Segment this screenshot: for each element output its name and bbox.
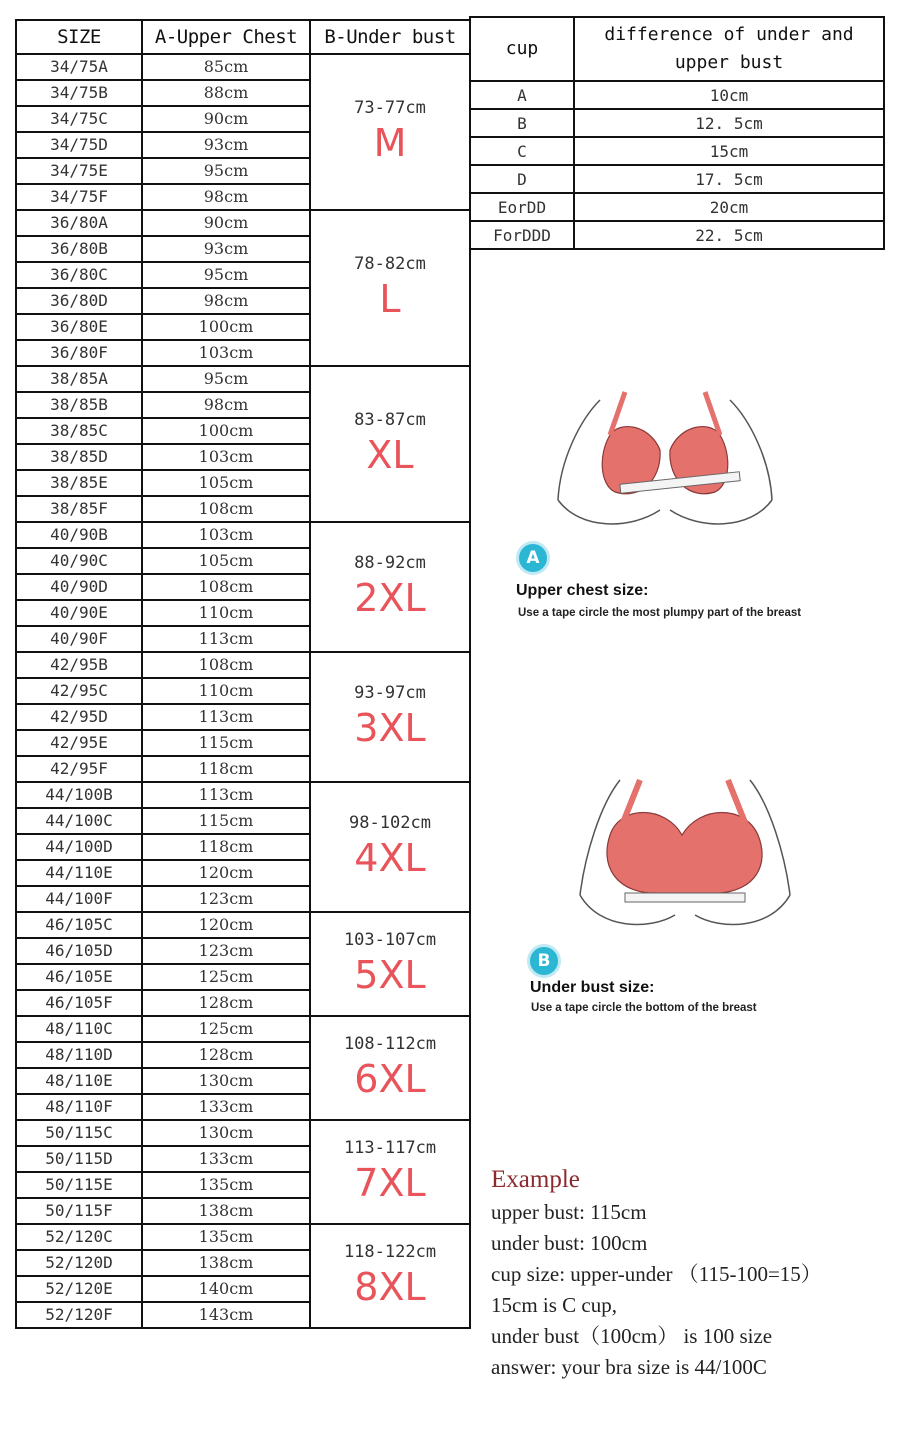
upper-chest-illustration	[540, 380, 790, 540]
under-bust-illustration	[570, 765, 800, 945]
table-row	[470, 165, 884, 193]
cup-cell: D	[470, 165, 574, 193]
size-cell: 46/105F	[16, 990, 142, 1016]
size-label: 2XL	[354, 576, 426, 621]
table-row	[16, 210, 470, 236]
size-cell: 50/115D	[16, 1146, 142, 1172]
upper-chest-cell: 93cm	[142, 132, 310, 158]
size-cell: 46/105C	[16, 912, 142, 938]
upper-chest-cell: 103cm	[142, 340, 310, 366]
size-cell: 36/80D	[16, 288, 142, 314]
difference-cell: 22. 5cm	[574, 221, 884, 249]
under-bust-group-cell	[310, 1224, 470, 1328]
under-bust-range: 98-102cm	[349, 812, 431, 833]
upper-chest-cell: 125cm	[142, 1016, 310, 1042]
size-cell: 52/120D	[16, 1250, 142, 1276]
size-cell: 48/110F	[16, 1094, 142, 1120]
upper-chest-cell: 138cm	[142, 1250, 310, 1276]
cup-difference-table	[469, 16, 885, 250]
upper-chest-cell: 103cm	[142, 444, 310, 470]
upper-chest-title: Upper chest size:	[516, 582, 649, 599]
under-bust-group-cell	[310, 366, 470, 522]
size-cell: 38/85E	[16, 470, 142, 496]
table-row	[16, 54, 470, 80]
header-under-bust: B-Under bust	[310, 20, 470, 54]
size-cell: 34/75C	[16, 106, 142, 132]
size-cell: 50/115E	[16, 1172, 142, 1198]
size-cell: 48/110C	[16, 1016, 142, 1042]
header-size: SIZE	[16, 20, 142, 54]
upper-chest-cell: 115cm	[142, 730, 310, 756]
upper-chest-cell: 95cm	[142, 158, 310, 184]
size-cell: 38/85A	[16, 366, 142, 392]
under-bust-title: Under bust size:	[530, 979, 655, 996]
right-arm-outline	[670, 500, 772, 524]
bra-body	[607, 813, 762, 894]
upper-chest-cell: 105cm	[142, 470, 310, 496]
size-cell: 38/85C	[16, 418, 142, 444]
upper-chest-cell: 143cm	[142, 1302, 310, 1328]
upper-chest-cell: 98cm	[142, 288, 310, 314]
example-line: under bust: 100cm	[491, 1231, 648, 1255]
size-cell: 34/75B	[16, 80, 142, 106]
upper-chest-cell: 108cm	[142, 496, 310, 522]
table-row	[16, 912, 470, 938]
difference-cell: 15cm	[574, 137, 884, 165]
upper-chest-cell: 90cm	[142, 210, 310, 236]
size-cell: 34/75A	[16, 54, 142, 80]
upper-chest-cell: 133cm	[142, 1094, 310, 1120]
size-cell: 34/75D	[16, 132, 142, 158]
size-cell: 42/95F	[16, 756, 142, 782]
table-row	[470, 221, 884, 249]
size-cell: 52/120F	[16, 1302, 142, 1328]
under-bust-range: 113-117cm	[343, 1137, 437, 1158]
table-row	[16, 1016, 470, 1042]
under-bust-range: 73-77cm	[354, 97, 426, 118]
badge-b: B	[527, 944, 561, 978]
size-cell: 42/95C	[16, 678, 142, 704]
under-bust-range: 78-82cm	[354, 253, 426, 274]
size-table-header	[16, 20, 470, 54]
upper-chest-cell: 123cm	[142, 938, 310, 964]
difference-cell: 10cm	[574, 81, 884, 109]
upper-chest-cell: 88cm	[142, 80, 310, 106]
upper-chest-cell: 105cm	[142, 548, 310, 574]
under-bust-range: 88-92cm	[354, 552, 426, 573]
size-cell: 42/95B	[16, 652, 142, 678]
size-cell: 40/90E	[16, 600, 142, 626]
cup-cell: EorDD	[470, 193, 574, 221]
cup-table-body	[470, 81, 884, 249]
example-line: under bust（100cm） is 100 size	[491, 1324, 773, 1348]
under-bust-group-cell	[310, 782, 470, 912]
size-cell: 36/80A	[16, 210, 142, 236]
cup-cell: C	[470, 137, 574, 165]
upper-chest-cell: 128cm	[142, 990, 310, 1016]
upper-chest-cell: 120cm	[142, 860, 310, 886]
cup-table-header	[470, 17, 884, 81]
upper-chest-cell: 113cm	[142, 782, 310, 808]
left-arm-outline	[558, 500, 660, 524]
size-cell: 52/120C	[16, 1224, 142, 1250]
size-cell: 36/80F	[16, 340, 142, 366]
under-bust-group-cell	[310, 652, 470, 782]
size-cell: 44/100C	[16, 808, 142, 834]
example-section	[491, 1166, 891, 1383]
size-label: 3XL	[354, 706, 426, 751]
example-title: Example	[491, 1166, 580, 1193]
size-cell: 34/75F	[16, 184, 142, 210]
under-bust-range: 83-87cm	[354, 409, 426, 430]
upper-chest-cell: 93cm	[142, 236, 310, 262]
size-cell: 38/85D	[16, 444, 142, 470]
size-label: 6XL	[354, 1057, 426, 1102]
under-bust-range: 93-97cm	[354, 682, 426, 703]
upper-chest-cell: 108cm	[142, 574, 310, 600]
size-cell: 40/90D	[16, 574, 142, 600]
table-row	[16, 782, 470, 808]
upper-chest-cell: 118cm	[142, 756, 310, 782]
table-row	[16, 366, 470, 392]
upper-chest-cell: 113cm	[142, 626, 310, 652]
upper-chest-cell: 108cm	[142, 652, 310, 678]
example-line: upper bust: 115cm	[491, 1200, 647, 1224]
under-bust-range: 118-122cm	[343, 1241, 437, 1262]
upper-chest-cell: 135cm	[142, 1172, 310, 1198]
difference-cell: 12. 5cm	[574, 109, 884, 137]
size-label: XL	[366, 433, 414, 478]
cup-cell: A	[470, 81, 574, 109]
badge-a: A	[516, 541, 550, 575]
under-bust-range: 108-112cm	[343, 1033, 437, 1054]
size-cell: 44/110E	[16, 860, 142, 886]
upper-chest-cell: 115cm	[142, 808, 310, 834]
size-cell: 36/80C	[16, 262, 142, 288]
upper-chest-cell: 100cm	[142, 314, 310, 340]
size-label: 5XL	[354, 953, 426, 998]
under-bust-group-cell	[310, 1016, 470, 1120]
under-bust-group-cell	[310, 54, 470, 210]
under-bust-group-cell	[310, 912, 470, 1016]
upper-chest-cell: 98cm	[142, 392, 310, 418]
upper-chest-cell: 95cm	[142, 366, 310, 392]
upper-chest-cell: 118cm	[142, 834, 310, 860]
size-cell: 48/110D	[16, 1042, 142, 1068]
upper-chest-cell: 98cm	[142, 184, 310, 210]
upper-chest-cell: 130cm	[142, 1068, 310, 1094]
table-row	[16, 522, 470, 548]
size-cell: 44/100F	[16, 886, 142, 912]
cup-cell: ForDDD	[470, 221, 574, 249]
size-cell: 48/110E	[16, 1068, 142, 1094]
upper-chest-cell: 100cm	[142, 418, 310, 444]
size-cell: 46/105D	[16, 938, 142, 964]
table-row	[470, 109, 884, 137]
size-cell: 46/105E	[16, 964, 142, 990]
table-row	[16, 652, 470, 678]
size-cell: 42/95E	[16, 730, 142, 756]
upper-chest-cell: 95cm	[142, 262, 310, 288]
upper-chest-cell: 130cm	[142, 1120, 310, 1146]
table-row	[16, 1120, 470, 1146]
under-bust-group-cell	[310, 210, 470, 366]
table-row	[470, 193, 884, 221]
table-row	[470, 81, 884, 109]
size-cell: 44/100B	[16, 782, 142, 808]
size-label: M	[373, 121, 407, 166]
upper-chest-cell: 110cm	[142, 678, 310, 704]
size-cell: 36/80B	[16, 236, 142, 262]
size-cell: 50/115C	[16, 1120, 142, 1146]
size-table-body	[16, 54, 470, 1328]
header-difference: difference of under and upper bust	[574, 17, 884, 81]
example-line: 15cm is C cup,	[491, 1293, 617, 1317]
difference-cell: 20cm	[574, 193, 884, 221]
size-label: 4XL	[354, 836, 426, 881]
size-label: L	[379, 277, 401, 322]
upper-chest-cell: 120cm	[142, 912, 310, 938]
header-upper-chest: A-Upper Chest	[142, 20, 310, 54]
upper-chest-cell: 123cm	[142, 886, 310, 912]
under-bust-desc: Use a tape circle the bottom of the breast	[531, 1002, 757, 1014]
upper-chest-cell: 125cm	[142, 964, 310, 990]
difference-cell: 17. 5cm	[574, 165, 884, 193]
header-cup: cup	[470, 17, 574, 81]
size-cell: 42/95D	[16, 704, 142, 730]
example-line: answer: your bra size is 44/100C	[491, 1355, 767, 1379]
size-label: 8XL	[354, 1265, 426, 1310]
cup-cell: B	[470, 109, 574, 137]
table-row	[470, 137, 884, 165]
upper-chest-cell: 113cm	[142, 704, 310, 730]
table-row	[16, 1224, 470, 1250]
under-bust-group-cell	[310, 1120, 470, 1224]
upper-chest-cell: 85cm	[142, 54, 310, 80]
upper-chest-cell: 138cm	[142, 1198, 310, 1224]
size-cell: 50/115F	[16, 1198, 142, 1224]
example-lines	[491, 1197, 891, 1383]
size-cell: 40/90F	[16, 626, 142, 652]
size-cell: 40/90C	[16, 548, 142, 574]
upper-chest-cell: 90cm	[142, 106, 310, 132]
upper-chest-cell: 110cm	[142, 600, 310, 626]
upper-chest-cell: 140cm	[142, 1276, 310, 1302]
size-cell: 34/75E	[16, 158, 142, 184]
upper-chest-desc: Use a tape circle the most plumpy part of the breast	[518, 607, 802, 619]
size-cell: 52/120E	[16, 1276, 142, 1302]
size-cell: 38/85F	[16, 496, 142, 522]
upper-chest-cell: 103cm	[142, 522, 310, 548]
size-cell: 36/80E	[16, 314, 142, 340]
size-chart-table	[15, 19, 471, 1329]
upper-chest-cell: 128cm	[142, 1042, 310, 1068]
size-cell: 40/90B	[16, 522, 142, 548]
size-label: 7XL	[354, 1161, 426, 1206]
upper-chest-cell: 133cm	[142, 1146, 310, 1172]
size-cell: 38/85B	[16, 392, 142, 418]
under-bust-range: 103-107cm	[343, 929, 437, 950]
example-line: cup size: upper-under （115-100=15）	[491, 1262, 822, 1286]
upper-chest-cell: 135cm	[142, 1224, 310, 1250]
under-bust-group-cell	[310, 522, 470, 652]
size-cell: 44/100D	[16, 834, 142, 860]
measuring-tape	[625, 893, 745, 902]
